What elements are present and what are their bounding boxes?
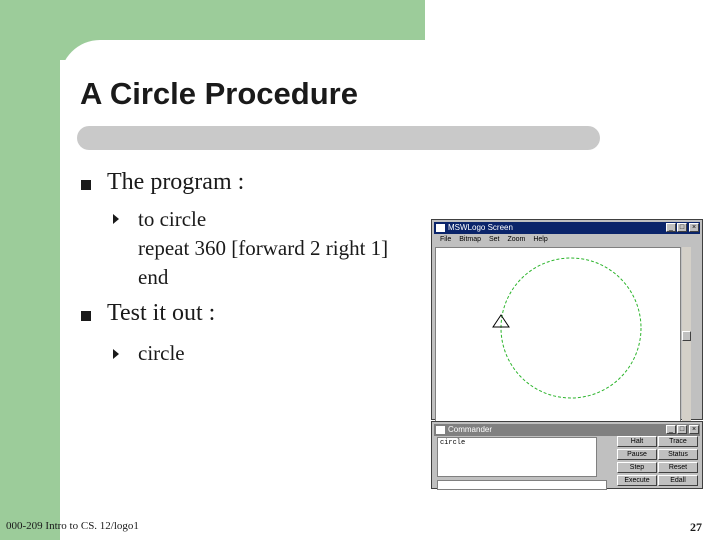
logo-window-titlebar[interactable] — [434, 222, 700, 234]
vertical-scroll-thumb[interactable] — [682, 331, 691, 341]
sub-bullet-arrow-icon — [113, 214, 119, 224]
code-line-circle: circle — [138, 341, 185, 365]
page-number: 27 — [690, 520, 702, 534]
menu-set[interactable]: Set — [488, 236, 500, 243]
code-line-3: end — [138, 265, 169, 289]
commander-close-button[interactable]: × — [689, 425, 699, 434]
commander-window — [431, 421, 703, 489]
sub-bullet-arrow-icon — [113, 349, 119, 359]
commander-maximize-button[interactable]: □ — [677, 425, 687, 434]
logo-app-icon — [436, 224, 445, 232]
title-underline-bar — [77, 126, 600, 150]
command-input[interactable] — [437, 480, 607, 490]
bullet-square-icon — [81, 311, 91, 321]
slide-title: A Circle Procedure — [80, 76, 358, 111]
bullet-program: The program : — [107, 169, 245, 195]
footer-course-label: 000-209 Intro to CS. 12/logo1 — [6, 520, 139, 532]
code-line-2: repeat 360 [forward 2 right 1] — [138, 236, 389, 260]
reset-button[interactable]: Reset — [658, 462, 698, 473]
maximize-button[interactable]: □ — [677, 223, 687, 232]
bullet-test: Test it out : — [107, 300, 216, 326]
execute-button[interactable]: Execute — [617, 475, 657, 486]
green-left-band — [0, 0, 60, 540]
status-button[interactable]: Status — [658, 449, 698, 460]
menu-help[interactable]: Help — [533, 236, 548, 243]
close-button[interactable]: × — [689, 223, 699, 232]
drawn-circle — [501, 258, 641, 398]
vertical-scrollbar[interactable] — [682, 247, 691, 425]
commander-minimize-button[interactable]: _ — [666, 425, 676, 434]
logo-window-title: MSWLogo Screen — [448, 223, 513, 232]
history-line[interactable]: circle — [440, 439, 466, 447]
minimize-button[interactable]: _ — [666, 223, 676, 232]
commander-title: Commander — [448, 425, 493, 434]
halt-button[interactable]: Halt — [617, 436, 657, 447]
logo-drawing-canvas[interactable] — [435, 247, 681, 425]
trace-button[interactable]: Trace — [658, 436, 698, 447]
command-history-list[interactable] — [437, 437, 597, 477]
menu-zoom[interactable]: Zoom — [507, 236, 526, 243]
pause-button[interactable]: Pause — [617, 449, 657, 460]
logo-screen-window — [431, 219, 703, 420]
commander-titlebar[interactable] — [434, 424, 700, 436]
commander-app-icon — [436, 426, 445, 434]
bullet-square-icon — [81, 180, 91, 190]
logo-menu-bar — [434, 235, 700, 245]
edall-button[interactable]: Edall — [658, 475, 698, 486]
menu-bitmap[interactable]: Bitmap — [459, 236, 482, 243]
step-button[interactable]: Step — [617, 462, 657, 473]
turtle-drawing — [436, 248, 680, 424]
code-line-1: to circle — [138, 207, 207, 231]
menu-file[interactable]: File — [440, 236, 452, 243]
